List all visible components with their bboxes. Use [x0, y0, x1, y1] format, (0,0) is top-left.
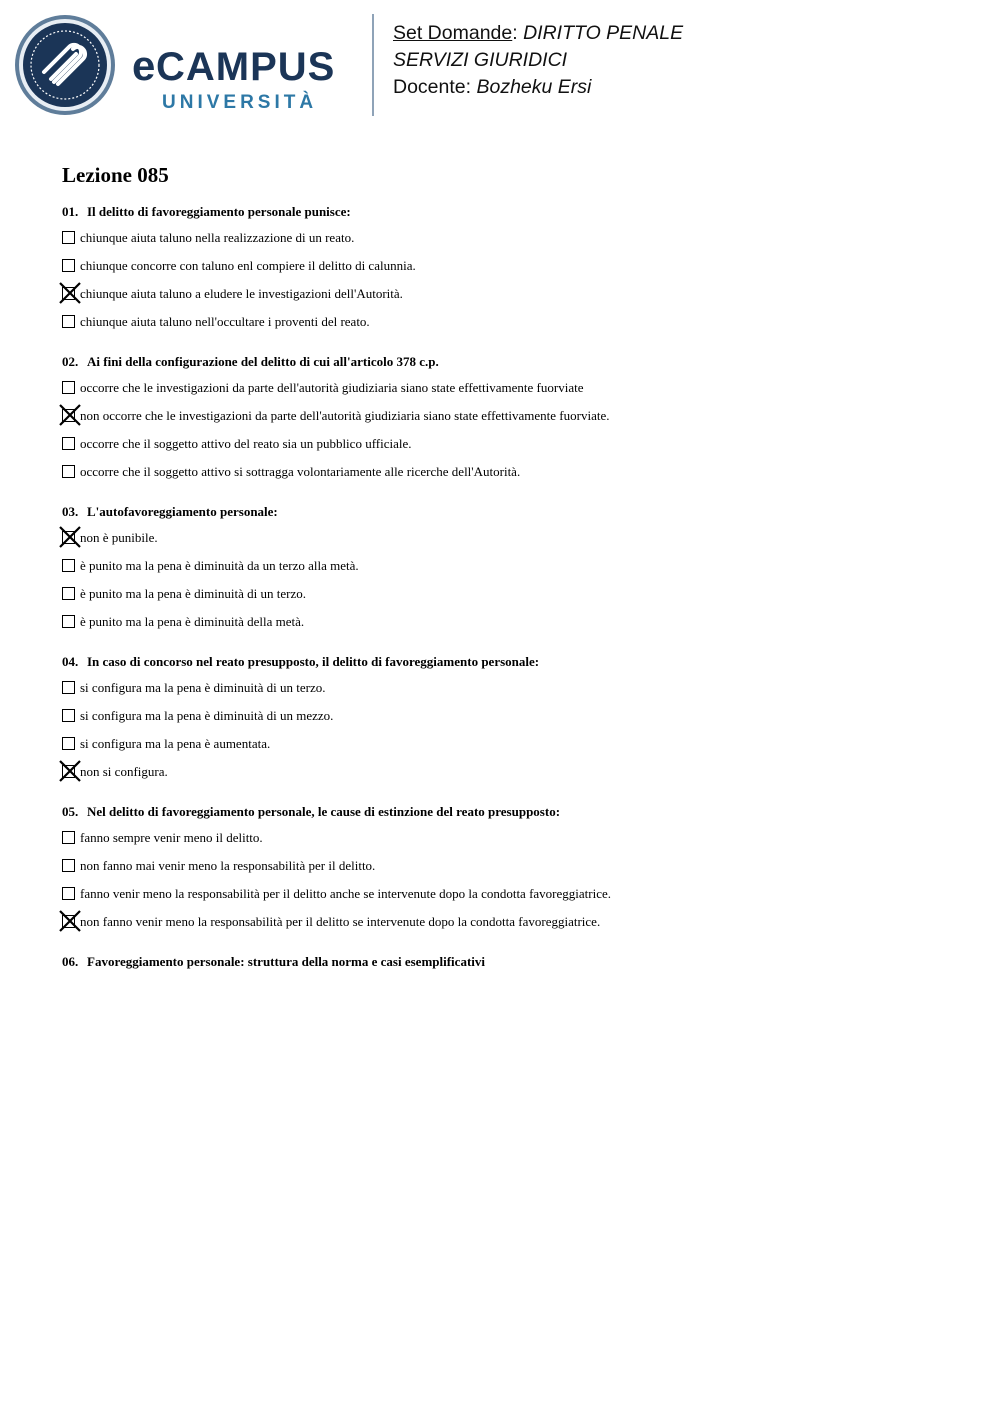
answer-option[interactable] [62, 758, 962, 786]
answer-text: fanno sempre venir meno il delitto. [80, 830, 263, 845]
answer-text: è punito ma la pena è diminuità di un terzo. [80, 586, 306, 601]
answer-option[interactable] [62, 552, 962, 580]
answer-text: è punito ma la pena è diminuità da un terzo alla metà. [80, 558, 359, 573]
answer-text: si configura ma la pena è diminuità di un terzo. [80, 680, 326, 695]
answer-text: occorre che le investigazioni da parte dell'autorità giudiziaria siano state effettivamente fuorviate [80, 380, 584, 395]
answer-option[interactable] [62, 374, 962, 402]
teacher-name: Bozheku Ersi [476, 76, 592, 98]
checkbox[interactable] [62, 381, 75, 394]
answer-text: non fanno mai venir meno la responsabilità per il delitto. [80, 858, 376, 873]
answer-option[interactable] [62, 430, 962, 458]
question-label: In caso di concorso nel reato presupposto, il delitto di favoreggiamento personale: [87, 654, 540, 669]
question-text [62, 800, 962, 824]
question-block [62, 800, 962, 936]
set-line [393, 20, 683, 47]
header-divider [372, 14, 374, 116]
question-number: 01. [62, 204, 79, 219]
checkbox[interactable] [62, 681, 75, 694]
teacher-label: Docente: [393, 76, 472, 98]
course-line-2 [393, 47, 683, 74]
checkbox[interactable] [62, 559, 75, 572]
checked-cross-icon [59, 760, 81, 782]
question-label: Nel delitto di favoreggiamento personale, le cause di estinzione del reato presupposto: [87, 804, 561, 819]
answer-text: occorre che il soggetto attivo si sottragga volontariamente alle ricerche dell'Autorità. [80, 464, 521, 479]
checkbox[interactable] [62, 831, 75, 844]
question-list [62, 200, 962, 974]
checkbox[interactable] [62, 437, 75, 450]
checkbox[interactable] [62, 709, 75, 722]
teacher-line [393, 74, 683, 101]
answer-option[interactable] [62, 524, 962, 552]
question-number: 05. [62, 804, 79, 819]
checkbox[interactable] [62, 737, 75, 750]
answer-option[interactable] [62, 608, 962, 636]
svg-text:CAMPUS: CAMPUS [156, 45, 336, 89]
answer-text: è punito ma la pena è diminuità della metà. [80, 614, 305, 629]
question-label: L'autofavoreggiamento personale: [87, 504, 278, 519]
answer-option[interactable] [62, 402, 962, 430]
answer-text: fanno venir meno la responsabilità per il delitto anche se intervenute dopo la condotta favoreggiatrice. [80, 886, 612, 901]
checked-cross-icon [59, 526, 81, 548]
set-colon: : [512, 22, 518, 44]
question-block [62, 650, 962, 786]
question-block [62, 350, 962, 486]
header-info [393, 20, 683, 101]
question-text [62, 500, 962, 524]
course-name: DIRITTO PENALE [523, 22, 684, 44]
svg-text:UNIVERSITÀ: UNIVERSITÀ [162, 92, 318, 113]
answer-option[interactable] [62, 824, 962, 852]
answer-option[interactable] [62, 908, 962, 936]
checkbox[interactable] [62, 887, 75, 900]
answer-option[interactable] [62, 730, 962, 758]
quiz-content [62, 160, 962, 988]
svg-text:e: e [132, 44, 155, 89]
answer-text: chiunque aiuta taluno a eludere le investigazioni dell'Autorità. [80, 286, 403, 301]
answer-text: non si configura. [80, 764, 168, 779]
answer-text: chiunque aiuta taluno nell'occultare i proventi del reato. [80, 314, 370, 329]
page-header [0, 0, 1000, 130]
question-text [62, 200, 962, 224]
checkbox[interactable] [62, 259, 75, 272]
question-number: 04. [62, 654, 79, 669]
answer-option[interactable] [62, 702, 962, 730]
lesson-title: Lezione 085 [62, 163, 169, 187]
answer-text: chiunque aiuta taluno nella realizzazione di un reato. [80, 230, 355, 245]
checkbox[interactable] [62, 587, 75, 600]
checkbox[interactable] [62, 859, 75, 872]
answer-text: si configura ma la pena è aumentata. [80, 736, 271, 751]
answer-text: occorre che il soggetto attivo del reato sia un pubblico ufficiale. [80, 436, 412, 451]
checkbox[interactable] [62, 315, 75, 328]
ecampus-wordmark-logo [132, 44, 358, 114]
answer-text: chiunque concorre con taluno enl compiere il delitto di calunnia. [80, 258, 416, 273]
answer-option[interactable] [62, 308, 962, 336]
answer-option[interactable] [62, 280, 962, 308]
question-label: Ai fini della configurazione del delitto di cui all'articolo 378 c.p. [87, 354, 439, 369]
answer-option[interactable] [62, 880, 962, 908]
answer-text: si configura ma la pena è diminuità di un mezzo. [80, 708, 334, 723]
answer-text: non occorre che le investigazioni da parte dell'autorità giudiziaria siano state effettivamente fuorviate. [80, 408, 610, 423]
checkbox[interactable] [62, 615, 75, 628]
university-seal-logo [14, 14, 116, 116]
answer-option[interactable] [62, 852, 962, 880]
question-number: 03. [62, 504, 79, 519]
checked-cross-icon [59, 404, 81, 426]
answer-text: non è punibile. [80, 530, 158, 545]
question-block [62, 500, 962, 636]
question-block [62, 200, 962, 336]
answer-option[interactable] [62, 580, 962, 608]
checked-cross-icon [59, 910, 81, 932]
question-number: 02. [62, 354, 79, 369]
course-name-2: SERVIZI GIURIDICI [393, 49, 568, 71]
question-label: Favoreggiamento personale: struttura della norma e casi esemplificativi [87, 954, 485, 969]
answer-option[interactable] [62, 224, 962, 252]
question-label: Il delitto di favoreggiamento personale punisce: [87, 204, 351, 219]
set-label: Set Domande [393, 22, 513, 44]
checkbox[interactable] [62, 231, 75, 244]
checked-cross-icon [59, 282, 81, 304]
answer-text: non fanno venir meno la responsabilità per il delitto se intervenute dopo la condotta favoreggiatrice. [80, 914, 601, 929]
question-text [62, 350, 962, 374]
checkbox[interactable] [62, 465, 75, 478]
answer-option[interactable] [62, 458, 962, 486]
question-number: 06. [62, 954, 79, 969]
question-text [62, 950, 962, 974]
question-text [62, 650, 962, 674]
question-block [62, 950, 962, 974]
answer-option[interactable] [62, 674, 962, 702]
answer-option[interactable] [62, 252, 962, 280]
